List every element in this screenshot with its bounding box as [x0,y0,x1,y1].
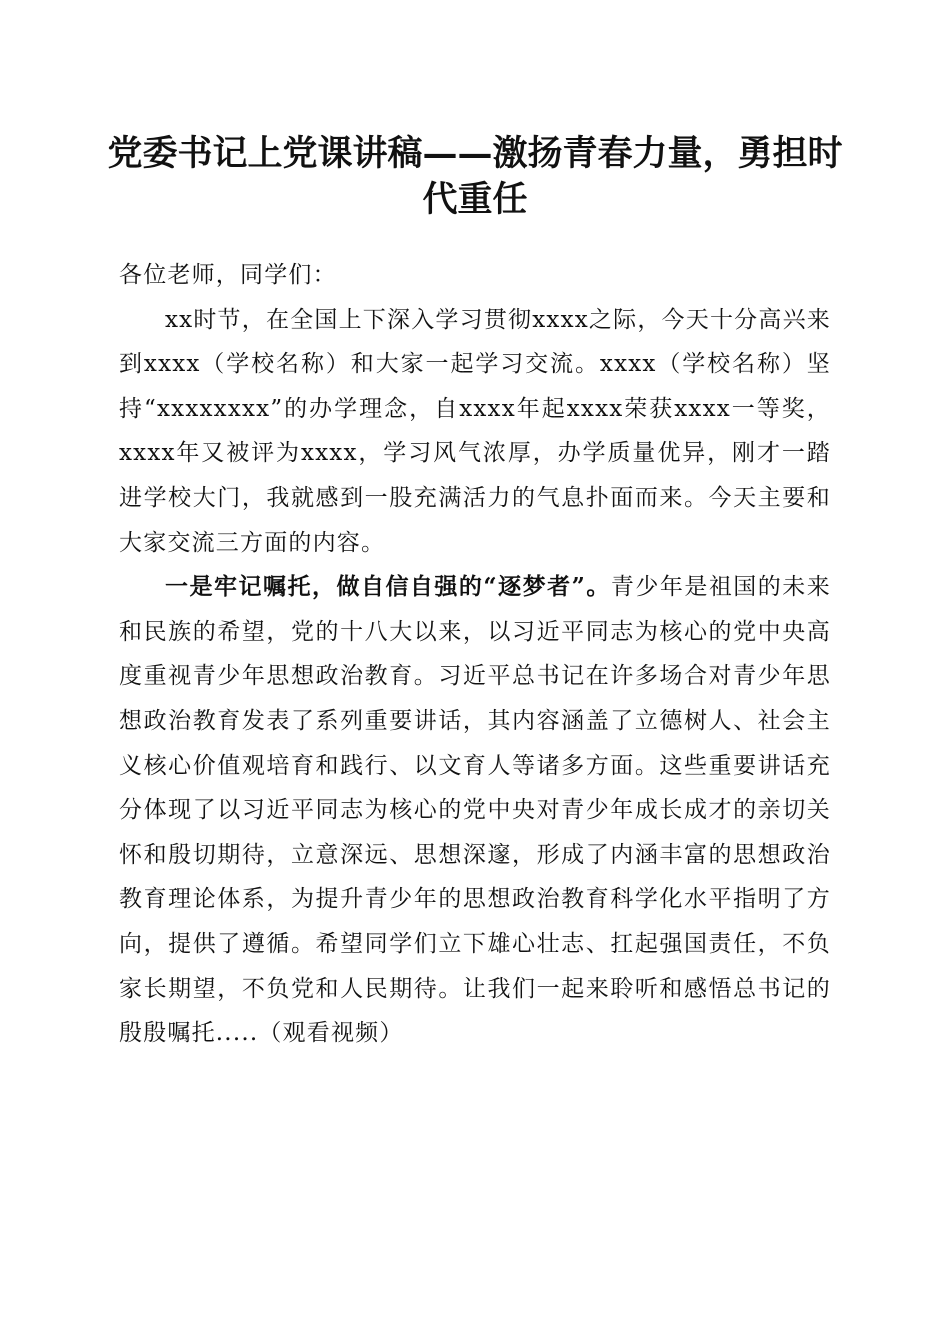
paragraph-point-one [119,565,831,1056]
paragraph-intro: xx时节，在全国上下深入学习贯彻xxxx之际，今天十分高兴来到xxxx（学校名称）和大家一起学习交流。xxxx（学校名称）坚持“xxxxxxxx”的办学理念，自xxxx年起xxxx荣获xxxx一等奖，xxxx年又被评为xxxx，学习风气浓厚，办学质量优异，刚才一踏进学校大门，我就感到一股充满活力的气息扑面而来。今天主要和大家交流三方面的内容。 [119,306,831,556]
paragraph-point-one-body: 青少年是祖国的未来和民族的希望，党的十八大以来，以习近平同志为核心的党中央高度重视青少年思想政治教育。习近平总书记在许多场合对青少年思想政治教育发表了系列重要讲话，其内容涵盖了立德树人、社会主义核心价值观培育和践行、以文育人等诸多方面。这些重要讲话充分体现了以习近平同志为核心的党中央对青少年成长成才的亲切关怀和殷切期待，立意深远、思想深邃，形成了内涵丰富的思想政治教育理论体系，为提升青少年的思想政治教育科学化水平指明了方向，提供了遵循。希望同学们立下雄心壮志、扛起强国责任，不负家长期望，不负党和人民期待。让我们一起来聆听和感悟总书记的殷殷嘱托.....（观看视频） [119,574,831,1047]
document-title: 党委书记上党课讲稿——激扬青春力量，勇担时代重任 [107,133,843,220]
paragraph-point-one-lead: 一是牢记嘱托，做自信自强的“逐梦者”。 [165,573,611,601]
document-body [119,253,831,1056]
salutation: 各位老师，同学们： [119,262,337,288]
